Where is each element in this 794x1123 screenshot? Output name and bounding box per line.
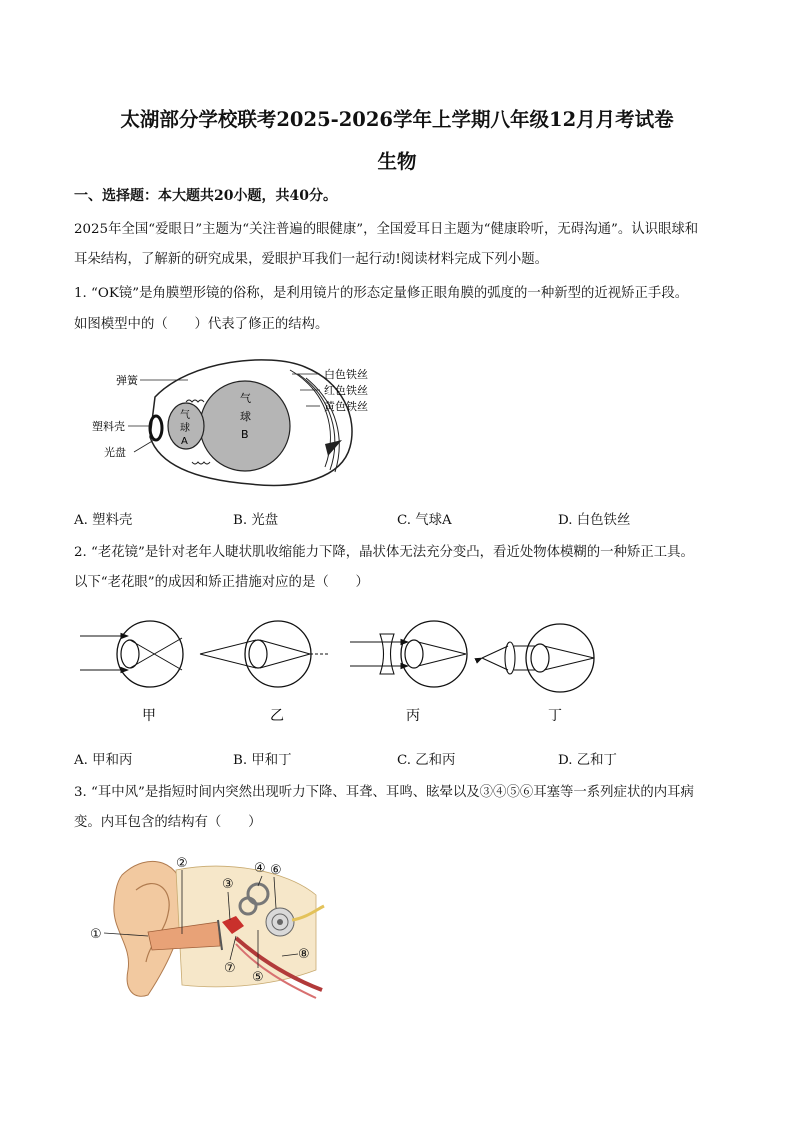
exam-title: 太湖部分学校联考2025-2026学年上学期八年级12月月考试卷: [120, 108, 674, 131]
q2-line-1: 2. “老花镜”是针对老年人睫状肌收缩能力下降，晶状体无法充分变凸，看近处物体模糊的一种矫正工具。: [74, 545, 694, 560]
exam-subject: 生物: [377, 150, 417, 173]
diagram-label-yi: 乙: [270, 708, 284, 724]
fig-label-disc: 光盘: [104, 446, 126, 459]
balloon-b-char-2: 球: [240, 410, 251, 423]
diagram-label-bing: 丙: [406, 708, 420, 724]
marker-8: ⑧: [298, 947, 310, 962]
balloon-b-char-3: B: [241, 428, 249, 441]
fig-label-yellow-wire: 黄色铁丝: [324, 400, 368, 413]
q2-line-2: 以下“老花眼”的成因和矫正措施对应的是（ ）: [74, 575, 369, 590]
intro-line-2: 耳朵结构，了解新的研究成果，爱眼护耳我们一起行动!阅读材料完成下列小题。: [74, 252, 549, 267]
ear-structure-figure: [86, 850, 326, 1005]
q1-line-2: 如图模型中的（ ）代表了修正的结构。: [74, 317, 329, 332]
diagram-yi: [200, 621, 328, 724]
q2-option-b[interactable]: B. 甲和丁: [233, 753, 292, 768]
q3-line-2: 变。内耳包含的结构有（ ）: [74, 815, 262, 830]
q1-option-c[interactable]: C. 气球A: [397, 513, 452, 528]
fig-label-red-wire: 红色铁丝: [324, 384, 368, 397]
q2-option-c[interactable]: C. 乙和丙: [397, 753, 456, 768]
balloon-a-char-3: A: [181, 436, 188, 447]
marker-1: ①: [90, 927, 102, 942]
diagram-bing: [350, 621, 467, 724]
marker-5: ⑤: [252, 970, 264, 985]
presbyopia-diagrams: [78, 612, 608, 732]
diagram-jia: [80, 621, 183, 724]
section-heading: 一、选择题：本大题共20小题，共40分。: [74, 188, 337, 204]
q3-line-1: 3. “耳中风”是指短时间内突然出现听力下降、耳聋、耳鸣、眩晕以及③④⑤⑥耳塞等一系列症状的内耳病: [74, 785, 694, 800]
q1-line-1: 1. “OK镜”是角膜塑形镜的俗称，是利用镜片的形态定量修正眼角膜的弧度的一种新型的近视矫正手段。: [74, 286, 689, 301]
intro-line-1: 2025年全国“爱眼日”主题为“关注普遍的眼健康”，全国爱耳日主题为“健康聆听，无碍沟通”。认识眼球和: [74, 222, 699, 237]
q1-option-a[interactable]: A. 塑料壳: [74, 513, 133, 528]
diagram-label-ding: 丁: [548, 708, 562, 724]
marker-3: ③: [222, 877, 234, 892]
fig-label-spring: 弹簧: [116, 374, 138, 387]
balloon-a-char-2: 球: [180, 423, 190, 434]
marker-7: ⑦: [224, 961, 236, 976]
diagram-ding: [482, 624, 594, 724]
diagram-label-jia: 甲: [142, 708, 156, 724]
marker-6: ⑥: [270, 863, 282, 878]
marker-2: ②: [176, 856, 188, 871]
q1-option-b[interactable]: B. 光盘: [233, 513, 279, 528]
q2-option-a[interactable]: A. 甲和丙: [74, 753, 133, 768]
balloon-a-char-1: 气: [180, 410, 190, 421]
fig-label-shell: 塑料壳: [92, 420, 125, 433]
marker-4: ④: [254, 861, 266, 876]
q1-option-d[interactable]: D. 白色铁丝: [558, 513, 631, 528]
eye-model-figure: [80, 352, 390, 502]
q2-option-d[interactable]: D. 乙和丁: [558, 753, 617, 768]
fig-label-white-wire: 白色铁丝: [324, 368, 368, 381]
balloon-b-char-1: 气: [240, 392, 251, 405]
